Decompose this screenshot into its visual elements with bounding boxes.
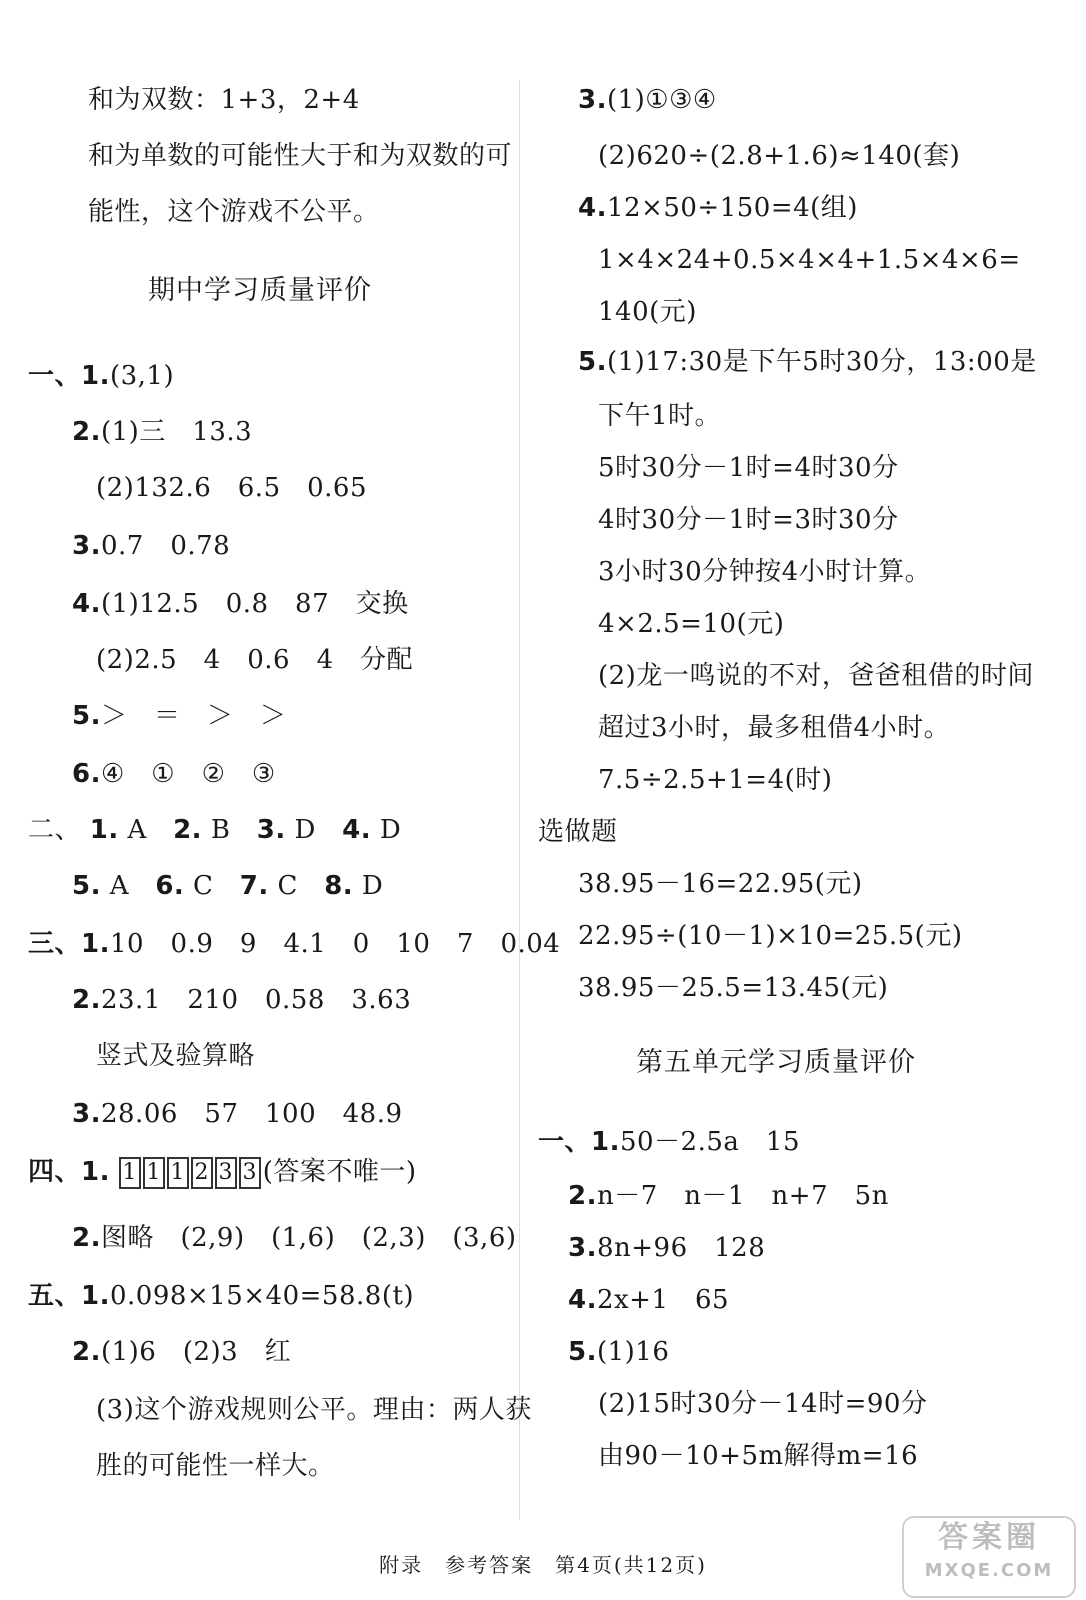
answer-r5g: (2)龙一鸣说的不对，爸爸租借的时间 (598, 661, 1034, 691)
answer-r3b: (2)620÷(2.8+1.6)≈140(套) (598, 141, 961, 171)
answer-u1-5b: (2)15时30分－14时=90分 (598, 1389, 928, 1419)
answer-text: D (294, 815, 316, 845)
answer-text: 12×50÷150=4(组) (606, 193, 858, 223)
item-number: 2. (72, 985, 101, 1015)
answer-text: A (127, 815, 147, 845)
answer-text: (1)①③④ (606, 85, 717, 115)
answer-s2-row-a (28, 814, 401, 846)
column-divider (519, 80, 520, 1520)
answer-box: 1 (119, 1157, 141, 1189)
answer-s4-2 (72, 1222, 517, 1254)
item-number: 2. (72, 417, 101, 447)
answer-u1-1 (538, 1126, 800, 1158)
item-number: 一、1. (28, 361, 110, 391)
answer-r5d: 4时30分－1时=3时30分 (598, 505, 899, 535)
item-number: 8. (324, 871, 354, 901)
answer-r5h: 超过3小时，最多租借4小时。 (598, 713, 951, 743)
item-number: 3. (578, 85, 607, 115)
page-footer: 附录 参考答案 第4页(共12页) (379, 1553, 707, 1577)
item-number: 2. (173, 815, 203, 845)
answer-u1-2 (568, 1180, 889, 1212)
item-number: 1. (89, 815, 119, 845)
answer-text: (1)17:30是下午5时30分，13:00是 (606, 347, 1037, 377)
answer-text: ④ ① ② ③ (100, 759, 276, 789)
answer-note: (答案不唯一) (262, 1157, 417, 1187)
section-heading-unit5: 第五单元学习质量评价 (636, 1047, 916, 1078)
answer-r5f: 4×2.5=10(元) (598, 609, 785, 639)
answer-r4c: 140(元) (598, 297, 697, 327)
item-number: 6. (72, 759, 101, 789)
left-line-3: 能性，这个游戏不公平。 (88, 197, 380, 227)
answer-s5-2a (72, 1336, 291, 1368)
item-number: 4. (72, 589, 101, 619)
answer-text: C (193, 871, 214, 901)
answer-s3-2 (72, 984, 411, 1016)
item-number: 3. (72, 1099, 101, 1129)
item-number: 3. (568, 1233, 597, 1263)
answer-s5-2c: 胜的可能性一样大。 (96, 1451, 335, 1481)
answer-r5e: 3小时30分钟按4小时计算。 (598, 557, 932, 587)
answer-text: B (210, 815, 231, 845)
answer-u1-5a (568, 1336, 669, 1368)
answer-text: D (379, 815, 402, 845)
left-line-1: 和为双数：1+3，2+4 (88, 85, 360, 115)
answer-text: 28.06 57 100 48.9 (100, 1099, 403, 1129)
answer-r4b: 1×4×24+0.5×4×4+1.5×4×6= (598, 245, 1021, 275)
answer-text: D (361, 871, 384, 901)
item-number: 3. (72, 531, 101, 561)
answer-s1-2a (72, 416, 252, 448)
answer-box: 2 (191, 1157, 213, 1189)
answer-text: 图略 (2,9) (1,6) (2,3) (3,6) (100, 1223, 517, 1253)
answer-s3-2-note: 竖式及验算略 (96, 1041, 256, 1071)
answer-s1-4b: (2)2.5 4 0.6 4 分配 (96, 645, 414, 675)
item-number: 三、1. (28, 929, 110, 959)
item-number: 2. (568, 1181, 597, 1211)
answer-text: 8n+96 128 (596, 1233, 766, 1263)
item-number: 5. (72, 701, 101, 731)
answer-s1-6 (72, 758, 276, 790)
answer-s3-3 (72, 1098, 403, 1130)
answer-r3a (578, 84, 717, 116)
answer-s1-3 (72, 530, 230, 562)
answer-text: 23.1 210 0.58 3.63 (100, 985, 412, 1015)
answer-text: C (277, 871, 298, 901)
answer-box: 3 (215, 1157, 237, 1189)
answer-text: ＞ ＝ ＞ ＞ (100, 701, 287, 731)
answer-text: (1)三 13.3 (100, 417, 253, 447)
answer-s4-1 (28, 1156, 417, 1189)
item-number: 5. (568, 1337, 597, 1367)
answer-box: 1 (167, 1157, 189, 1189)
answer-r5a (578, 346, 1037, 378)
left-line-2: 和为单数的可能性大于和为双数的可 (88, 141, 513, 171)
watermark-url: MXQE.COM (924, 1560, 1054, 1581)
item-number: 2. (72, 1337, 101, 1367)
answer-text: n－7 n－1 n+7 5n (596, 1181, 889, 1211)
watermark-text: 答案圈 (938, 1520, 1040, 1555)
answer-s1-4a (72, 588, 409, 620)
answer-s1-1 (28, 360, 174, 392)
item-number: 6. (155, 871, 185, 901)
answer-s1-5 (72, 700, 286, 732)
answer-s3-1 (28, 928, 560, 960)
item-number: 5. (578, 347, 607, 377)
answer-u1-4 (568, 1284, 729, 1316)
optional-line-3: 38.95－25.5=13.45(元) (578, 973, 889, 1003)
answer-r5i: 7.5÷2.5+1=4(时) (598, 765, 833, 795)
item-number: 3. (256, 815, 286, 845)
answer-r4a (578, 192, 858, 224)
answer-r5b: 下午1时。 (598, 401, 722, 431)
answer-r5c: 5时30分－1时=4时30分 (598, 453, 899, 483)
answer-box: 1 (143, 1157, 165, 1189)
answer-text: (1)12.5 0.8 87 交换 (100, 589, 409, 619)
answer-s2-row-b (72, 870, 383, 902)
answer-text: 0.098×15×40=58.8(t) (109, 1281, 415, 1311)
answer-text: A (109, 871, 130, 901)
answer-text: 50－2.5a 15 (619, 1127, 800, 1157)
answer-text: 2x+1 65 (596, 1285, 730, 1315)
item-number: 4. (342, 815, 372, 845)
section-heading-midterm: 期中学习质量评价 (148, 275, 372, 306)
item-number: 5. (72, 871, 101, 901)
answer-text: 0.7 0.78 (100, 531, 231, 561)
answer-text: 10 0.9 9 4.1 0 10 7 0.04 (109, 929, 561, 959)
item-number: 2. (72, 1223, 101, 1253)
answer-s5-2b: (3)这个游戏规则公平。理由：两人获 (96, 1395, 532, 1425)
answer-u1-5c: 由90－10+5m解得m=16 (598, 1441, 919, 1471)
item-number: 四、1. (28, 1157, 110, 1187)
section-label: 二、 (28, 815, 82, 845)
item-number: 一、1. (538, 1127, 620, 1157)
answer-text: (1)16 (596, 1337, 670, 1367)
answer-text: (1)6 (2)3 红 (100, 1337, 292, 1367)
answer-s1-2b: (2)132.6 6.5 0.65 (96, 473, 368, 503)
watermark-logo (902, 1516, 1076, 1598)
answer-text: (3,1) (109, 361, 175, 391)
answer-u1-3 (568, 1232, 765, 1264)
optional-line-1: 38.95－16=22.95(元) (578, 869, 863, 899)
item-number: 五、1. (28, 1281, 110, 1311)
item-number: 4. (568, 1285, 597, 1315)
answer-s5-1 (28, 1280, 414, 1312)
optional-heading: 选做题 (538, 817, 618, 847)
item-number: 4. (578, 193, 607, 223)
item-number: 7. (239, 871, 269, 901)
optional-line-2: 22.95÷(10－1)×10=25.5(元) (578, 921, 963, 951)
answer-box: 3 (239, 1157, 261, 1189)
